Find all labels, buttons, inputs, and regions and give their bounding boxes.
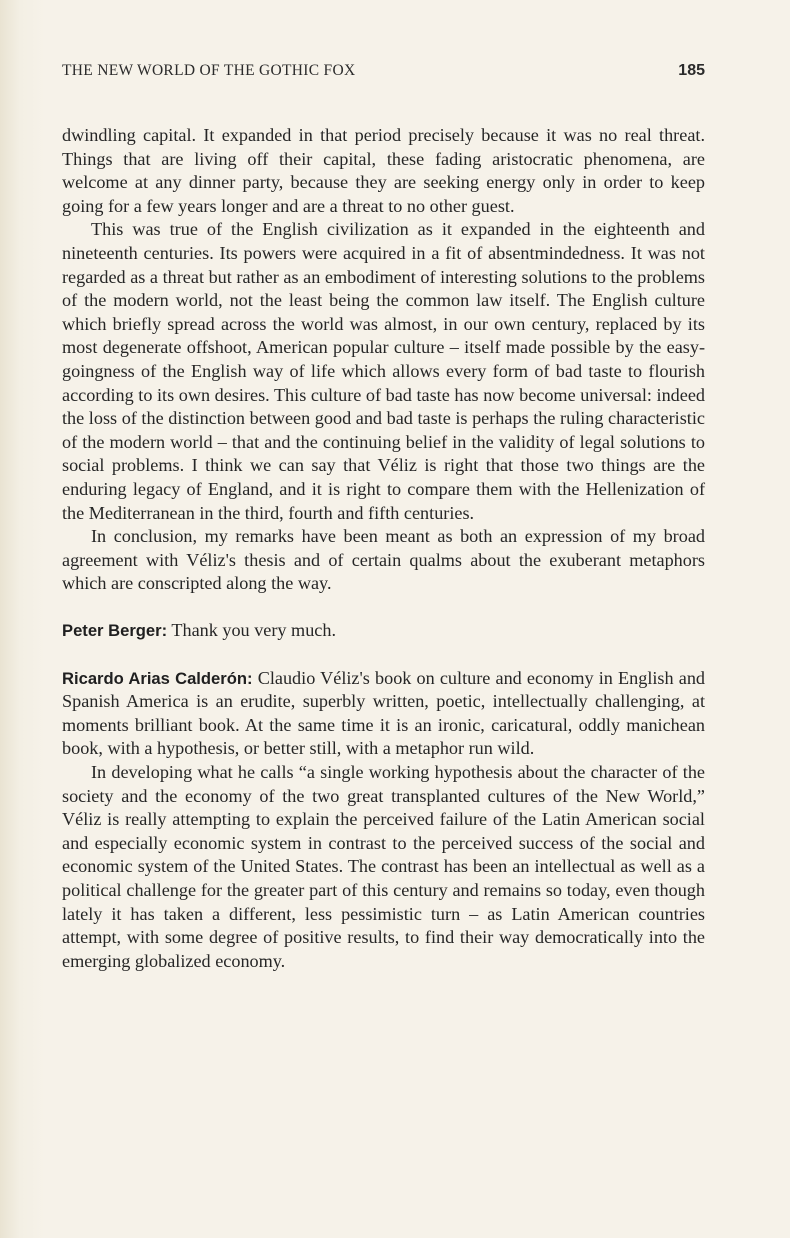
- speaker-name: Peter Berger:: [62, 621, 168, 641]
- speaker-name: Ricardo Arias Calderón:: [62, 668, 253, 688]
- speech-ricardo-arias-calderon: [62, 667, 705, 761]
- running-head: [62, 62, 705, 86]
- paragraph-conclusion: In conclusion, my remarks have been meant as both an expression of my broad agreement with Véliz's thesis and of certain qualms about the exuberant metaphors which are conscripted along the way.: [62, 526, 705, 594]
- body-text: [62, 124, 705, 973]
- paragraph-working-hypothesis: In developing what he calls “a single working hypothesis about the character of the society and the economy of the two great transplanted cultures of the New World,” Véliz is really attempting to explain the perceived failure of the Latin American social and especially economic system in contrast to the perceived success of the social and economic system of the United States. The contrast has been an intellectual as well as a political challenge for the greater part of this century and remains so today, even though lately it has taken a different, less pessimistic turn – as Latin American countries attempt, with some degree of positive results, to find their way democratically into the emerging globalized economy.: [62, 762, 705, 971]
- paragraph-english-civilization: This was true of the English civilization as it expanded in the eighteenth and nineteenth centuries. Its powers were acquired in a fit of absentmindedness. It was not regarded as a threat but rather as an embodiment of interesting solutions to the problems of the modern world, not the least being the common law itself. The English culture which briefly spread across the world was almost, in our own century, replaced by its most degenerate offshoot, American popular culture – itself made possible by the easy-goingness of the English way of life which allows every form of bad taste to flourish according to its own desires. This culture of bad taste has now become universal: indeed the loss of the distinction between good and bad taste is perhaps the ruling characteristic of the modern world – that and the continuing belief in the validity of legal solutions to social problems. I think we can say that Véliz is right that those two things are the enduring legacy of England, and it is right to compare them with the Hellenization of the Mediterranean in the third, fourth and fifth centuries.: [62, 219, 705, 523]
- paragraph-continuation: dwindling capital. It expanded in that period precisely because it was no real threat. Things that are living off their capital, these fading aristocratic phenomena, are welcome at any dinner party, because they are seeking energy only in order to keep going for a few years longer and are a threat to no other guest.: [62, 125, 705, 216]
- speech-text: Thank you very much.: [171, 620, 337, 641]
- running-title: THE NEW WORLD OF THE GOTHIC FOX: [62, 62, 356, 79]
- speech-text: Claudio Véliz's book on culture and economy in English and Spanish America is an erudite, superbly written, poetic, intellectually challenging, at moments brilliant book. At the same time it is an ironic, caricatural, oddly manichean book, with a hypothesis, or better still, with a metaphor run wild.: [62, 667, 706, 759]
- speech-peter-berger: [62, 619, 705, 643]
- page-number: 185: [678, 62, 705, 79]
